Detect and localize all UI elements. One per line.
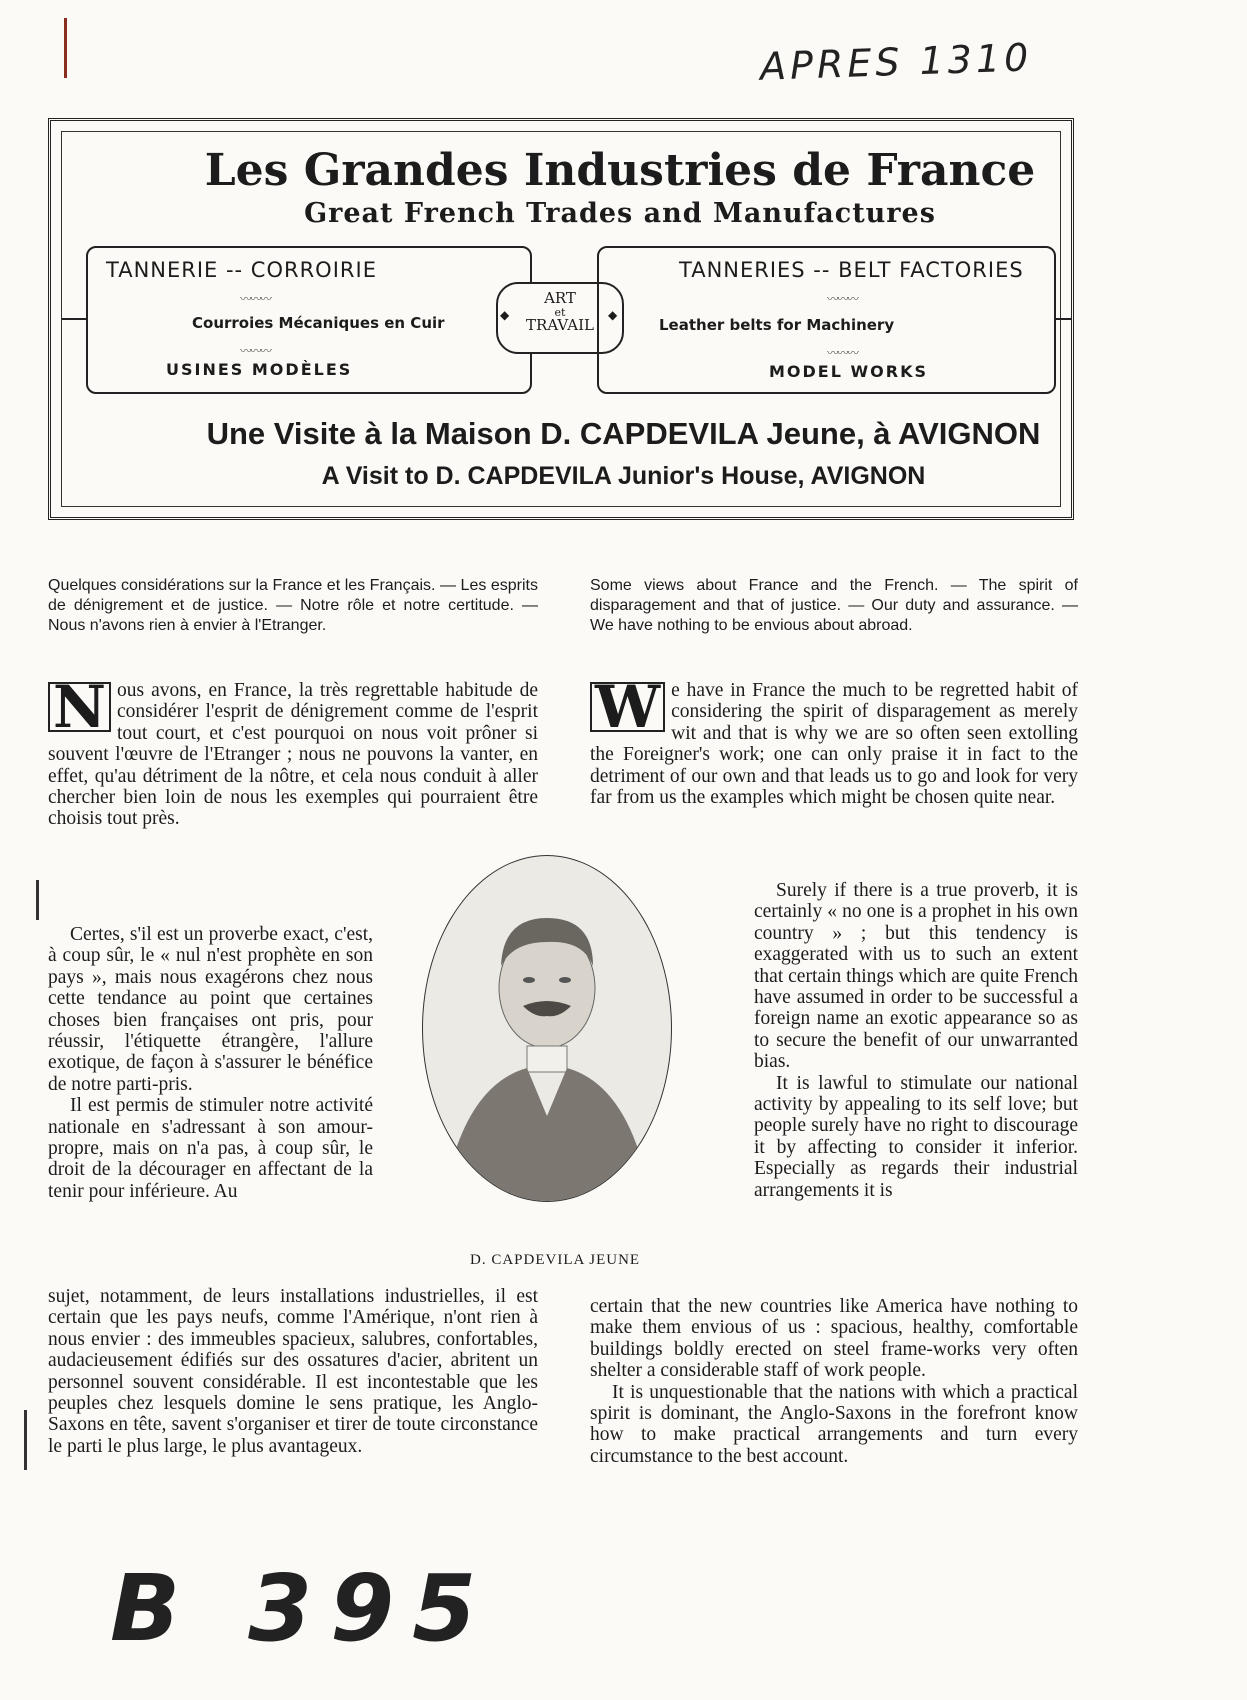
panel-french — [86, 246, 532, 394]
paragraph: ous avons, en France, la très regrettable habitude de considérer l'esprit de dénigrement comme de l'esprit tout court, et c'est pourquoi on nous voit prôner si souvent l'œuvre de l'Etranger ; nous ne pouvons la vanter, en effet, qu'au détriment de la nôtre, et cela nous conduit à aller chercher bien loin de nous les exemples qui pourraient être choisis tout près. — [48, 680, 538, 830]
subtitle-visit-french: Une Visite à la Maison D. CAPDEVILA Jeune, à AVIGNON — [206, 416, 1041, 451]
title-english: Great French Trades and Manufactures — [304, 198, 936, 229]
paragraph: sujet, notamment, de leurs installations industrielles, il est certain que les pays neufs, comme l'Amérique, n'ont rien à nous envier : des immeubles spacieux, salubres, confortables, audacieusement édifiés sur des ossatures d'acier, abritent un personnel souvent considérable. Il est incontestable que les peuples chez lesquels domine le sens pratique, les Anglo-Saxons en tête, savent s'organiser et tirer de toute circonstance le parti le plus large, le plus avantageux. — [48, 1286, 538, 1457]
red-margin-mark — [64, 18, 67, 78]
margin-mark — [24, 1410, 27, 1470]
paragraph: certain that the new countries like America have nothing to make them envious of us : spacious, healthy, comfortable buildings boldly erected on steel frame-works very often shelter a considerable staff of work people. — [590, 1296, 1078, 1382]
ornament-divider: 〰〰〰 — [240, 344, 271, 358]
ornament-divider: 〰〰〰 — [827, 346, 858, 360]
article-french-bottom — [48, 1286, 538, 1457]
portrait-caption: D. CAPDEVILA JEUNE — [470, 1252, 641, 1268]
summary-english: Some views about France and the French. — The spirit of disparagement and that of justice. — Our duty and assurance. — We have nothing to be envious about abroad. — [590, 577, 1078, 634]
panel-subtitle: Courroies Mécaniques en Cuir — [192, 314, 445, 332]
panel-footer: USINES MODÈLES — [166, 360, 353, 379]
panel-title: TANNERIES -- BELT FACTORIES — [679, 258, 1024, 282]
paragraph: It is lawful to stimulate our national activity by appealing to its self love; but people surely have no right to discourage it by affecting to consider it inferior. Especially as regards their industrial arrangements it is — [754, 1072, 1078, 1201]
diamond-ornament: ◆ — [608, 308, 618, 322]
paragraph: e have in France the much to be regretted habit of considering the spirit of disparagement as merely wit and that is why we are so often seen extolling the Foreigner's work; one can only praise it in fact to the detriment of our own and that leads us to go and look for very far from us the examples which might be chosen quite near. — [590, 680, 1078, 809]
badge-line: et — [554, 305, 566, 319]
handwritten-date-note: APRES 1310 — [759, 35, 1033, 89]
drop-cap: N — [48, 682, 111, 732]
panel-english — [597, 246, 1056, 394]
paragraph: Il est permis de stimuler notre activité nationale en s'adressant à son amour-propre, mais on n'a pas, à coup sûr, le droit de la décourager en affectant de la tenir pour inférieure. Au — [48, 1095, 373, 1202]
ornament-divider: 〰〰〰 — [240, 292, 271, 306]
title-french: Les Grandes Industries de France — [204, 145, 1036, 196]
paragraph: Certes, s'il est un proverbe exact, c'est, à coup sûr, le « nul n'est prophète en son pays », mais nous exagérons chez nous cette tendance au point que certaines choses bien françaises ont pris, pour réussir, l'étiquette étrangère, l'allure exotique, de façon à s'assurer le bénéfice de notre parti-pris. — [48, 924, 373, 1095]
article-english-cont — [754, 880, 1078, 1201]
article-french-intro — [48, 673, 538, 830]
badge-line: TRAVAIL — [526, 316, 594, 335]
portrait-illustration — [423, 856, 671, 1201]
diamond-ornament: ◆ — [500, 308, 510, 322]
connector-line — [62, 318, 86, 320]
panel-title: TANNERIE -- CORROIRIE — [106, 258, 377, 282]
portrait-oval — [422, 855, 672, 1202]
paragraph: Surely if there is a true proverb, it is certainly « no one is a prophet in his own country » ; but this tendency is exaggerated with us to such an extent that certain things which are quite French have assumed in order to be successful a foreign name an exotic appearance so as to secure the benefit of our unwarranted bias. — [754, 880, 1078, 1073]
margin-mark — [36, 880, 39, 920]
article-english-bottom — [590, 1296, 1078, 1467]
handwritten-reference: B 395 — [110, 1555, 495, 1662]
subtitle-visit-english: A Visit to D. CAPDEVILA Junior's House, AVIGNON — [321, 462, 926, 490]
summary-french: Quelques considérations sur la France et les Français. — Les esprits de dénigrement et de justice. — Notre rôle et notre certitude. — Nous n'avons rien à envier à l'Etranger. — [48, 577, 538, 634]
badge-line: ART — [544, 289, 576, 307]
ornament-divider: 〰〰〰 — [827, 292, 858, 306]
article-french-cont — [48, 924, 373, 1202]
paragraph: It is unquestionable that the nations with which a practical spirit is dominant, the Anglo-Saxons in the forefront know how to make practical arrangements and turn every circumstance to the best account. — [590, 1381, 1078, 1467]
drop-cap: W — [590, 682, 665, 732]
article-english-intro — [590, 673, 1078, 809]
connector-line — [1056, 318, 1072, 320]
panel-footer: MODEL WORKS — [769, 362, 928, 381]
panel-subtitle: Leather belts for Machinery — [659, 316, 895, 334]
